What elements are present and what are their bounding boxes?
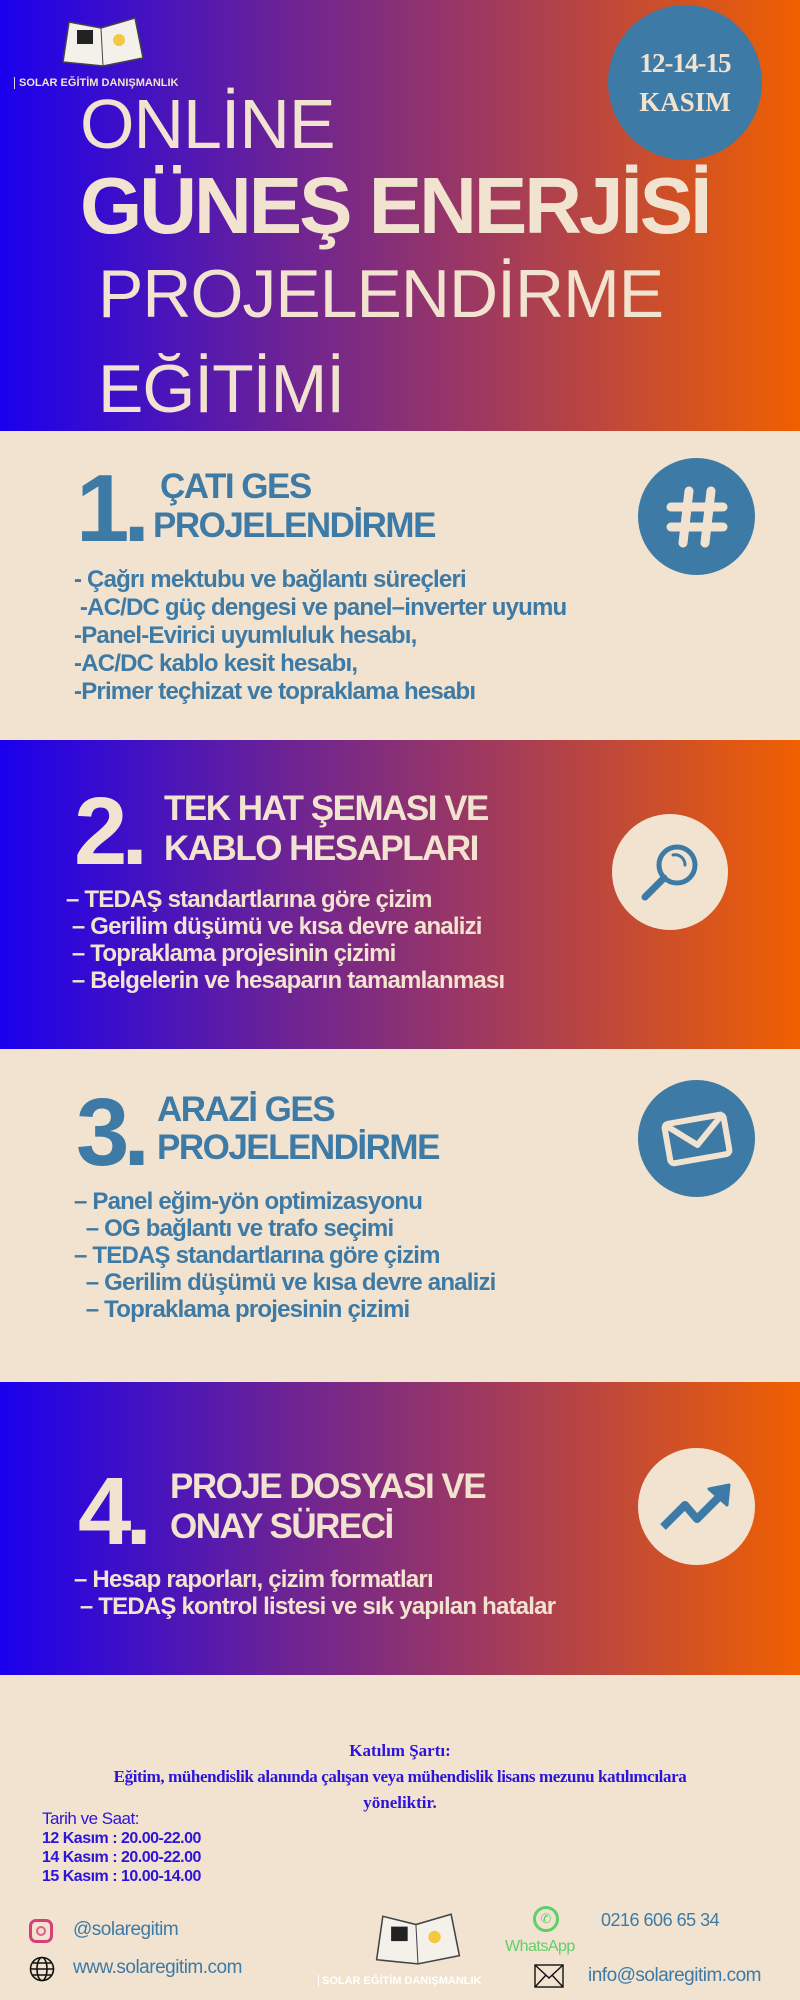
bullet-item: – OG bağlantı ve trafo seçimi [74, 1215, 394, 1242]
title-egitimi: EĞİTİMİ [98, 351, 345, 427]
section-title-line1: ARAZİ GES [157, 1090, 335, 1129]
hashtag-icon [638, 458, 755, 575]
envelope-icon [638, 1080, 755, 1197]
bullet-item: – Hesap raporları, çizim formatları [74, 1566, 433, 1593]
instagram-link[interactable]: @solaregitim [73, 1919, 179, 1940]
bullet-item: -Panel-Evirici uyumluluk hesabı, [74, 622, 417, 649]
bullet-item: – Belgelerin ve hesaparın tamamlanması [66, 967, 505, 994]
section-title-line1: ÇATI GES [160, 467, 311, 506]
title-gunes-enerjisi: GÜNEŞ ENERJİSİ [80, 161, 710, 250]
globe-icon [29, 1956, 55, 1987]
mail-icon [534, 1964, 564, 1993]
section-4 [0, 1382, 800, 1675]
footer-brand-name: SOLAR EĞİTİM DANIŞMANLIK [318, 1975, 482, 1987]
requirement-text: Eğitim, mühendislik alanında çalışan veya mühendislik lisans mezunu katılımcılara [113, 1767, 687, 1786]
title-projelendirme: PROJELENDİRME [98, 256, 664, 332]
brand-name: SOLAR EĞİTİM DANIŞMANLIK [14, 77, 179, 89]
date-month: KASIM [639, 86, 731, 117]
date-badge [608, 5, 762, 160]
schedule-item: 15 Kasım : 10.00-14.00 [42, 1868, 201, 1885]
schedule-item: 14 Kasım : 20.00-22.00 [42, 1849, 201, 1866]
requirement-title: Katılım Şartı: [349, 1741, 451, 1760]
section-title-line2: PROJELENDİRME [153, 506, 435, 545]
schedule-title: Tarih ve Saat: [42, 1809, 139, 1828]
bullet-item: – Topraklama projesinin çizimi [66, 940, 396, 967]
bullet-item: – Gerilim düşümü ve kısa devre analizi [66, 913, 482, 940]
section-number: 1. [76, 455, 145, 562]
trend-up-icon [638, 1448, 755, 1565]
bullet-item: -AC/DC kablo kesit hesabı, [74, 650, 358, 677]
footer [0, 1675, 800, 2000]
section-number: 4. [78, 1458, 147, 1565]
schedule-item: 12 Kasım : 20.00-22.00 [42, 1830, 201, 1847]
section-title-line2: ONAY SÜRECİ [170, 1507, 393, 1546]
instagram-icon[interactable] [29, 1919, 53, 1943]
section-number: 3. [76, 1079, 145, 1186]
bullet-item: -Primer teçhizat ve topraklama hesabı [74, 678, 476, 705]
magnifier-icon [612, 814, 728, 930]
date-days: 12-14-15 [639, 47, 731, 78]
header-banner [0, 0, 800, 431]
bullet-item: – Gerilim düşümü ve kısa devre analizi [74, 1269, 496, 1296]
section-1 [0, 431, 800, 740]
bullet-item: – Panel eğim-yön optimizasyonu [74, 1188, 423, 1215]
website-link[interactable]: www.solaregitim.com [73, 1957, 242, 1978]
section-title-line2: PROJELENDİRME [157, 1128, 439, 1167]
section-title-line1: PROJE DOSYASI VE [170, 1467, 486, 1506]
bullet-item: -AC/DC güç dengesi ve panel–inverter uyumu [74, 594, 567, 621]
bullet-item: – TEDAŞ standartlarına göre çizim [66, 886, 432, 913]
bullet-item: – TEDAŞ standartlarına göre çizim [74, 1242, 440, 1269]
whatsapp-label[interactable]: WhatsApp [505, 1938, 575, 1955]
whatsapp-icon[interactable]: ✆ [533, 1906, 559, 1932]
section-2 [0, 740, 800, 1049]
requirement-text-2: yöneliktir. [363, 1793, 437, 1812]
footer-brand-logo [366, 1908, 470, 1968]
bullet-item: - Çağrı mektubu ve bağlantı süreçleri [74, 566, 466, 593]
email-link[interactable]: info@solaregitim.com [588, 1965, 761, 1986]
section-number: 2. [74, 778, 143, 885]
bullet-item: – Topraklama projesinin çizimi [74, 1296, 410, 1323]
phone-number[interactable]: 0216 606 65 34 [601, 1910, 720, 1930]
title-online: ONLİNE [80, 85, 335, 163]
brand-logo [57, 12, 149, 70]
section-title-line1: TEK HAT ŞEMASI VE [164, 789, 488, 828]
bullet-item: – TEDAŞ kontrol listesi ve sık yapılan hatalar [74, 1593, 556, 1620]
section-3 [0, 1049, 800, 1382]
section-title-line2: KABLO HESAPLARI [164, 829, 478, 868]
